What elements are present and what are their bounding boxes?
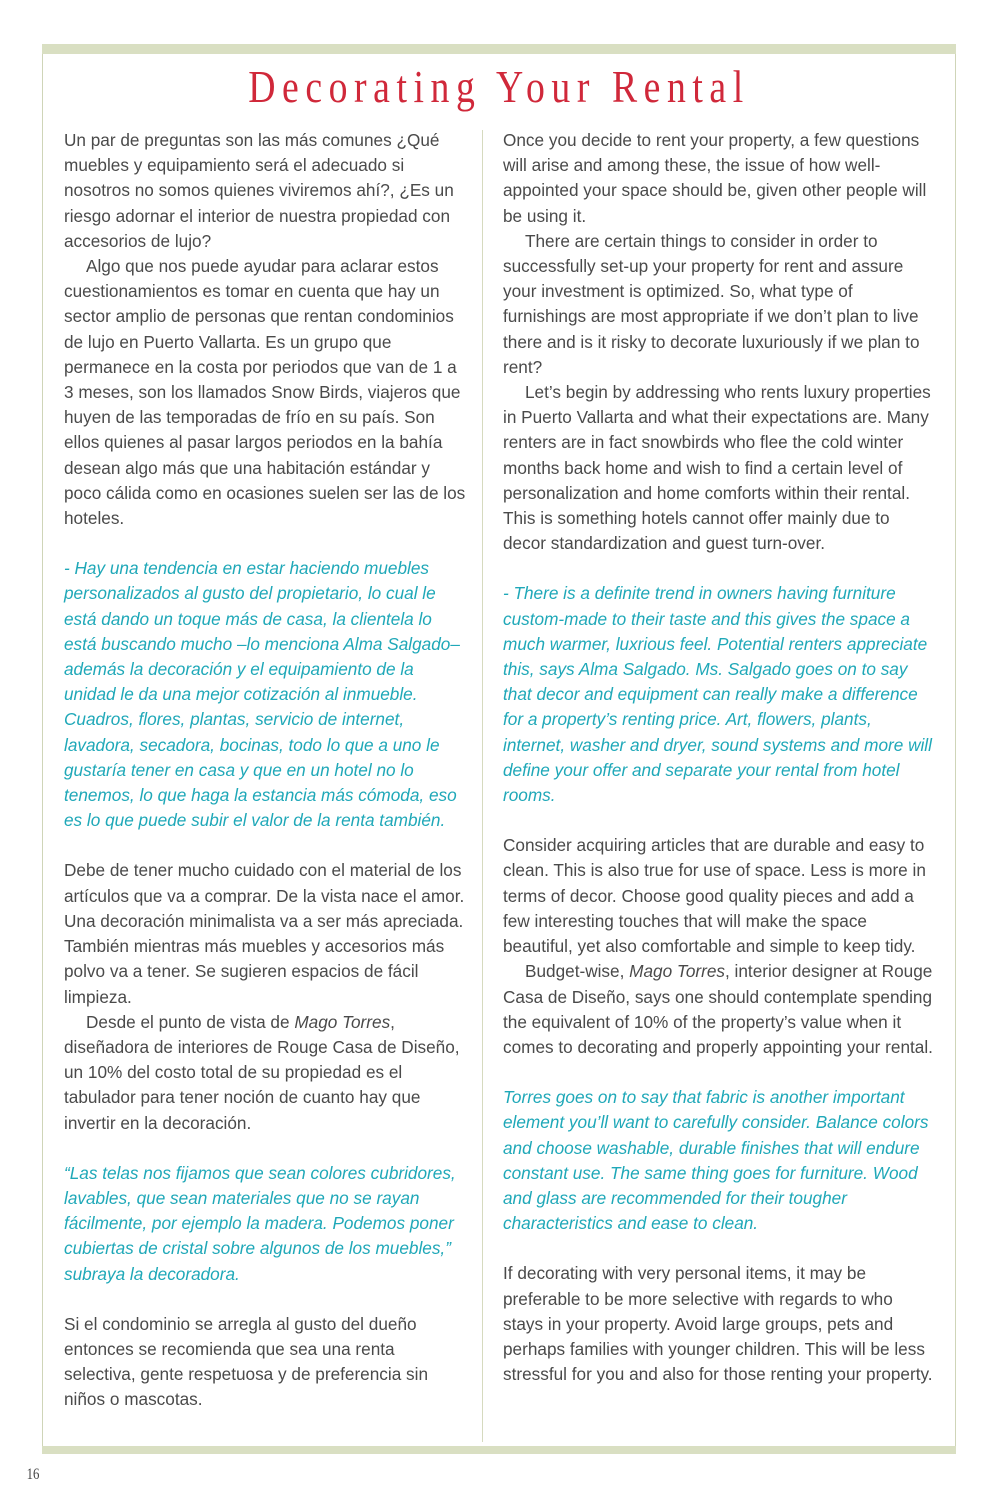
- spanish-p4-text-a: Desde el punto de vista de: [86, 1011, 295, 1032]
- page-number: 16: [26, 1466, 40, 1483]
- bottom-border-bar: [42, 1446, 956, 1454]
- english-paragraph-1: Once you decide to rent your property, a few questions will arise and among these, the issue of how well-appointed your space should be, given other people will be using it.: [503, 130, 927, 226]
- spanish-paragraph-3: Debe de tener mucho cuidado con el material de los artículos que va a comprar. De la vista nace el amor. Una decoración minimalista va a ser más apreciada. También mientras más muebles y accesorios más polvo va a tener. Se sugieren espacios de fácil limpieza.: [64, 860, 465, 1007]
- spanish-pull-quote-1: - Hay una tendencia en estar haciendo muebles personalizados al gusto del propietario, lo cual le está dando un toque más de casa, la clientela lo está buscando mucho –lo menciona Alma Salgado– además la decoración y el equipamiento de la unidad le da una mejor cotización al inmueble. Cuadros, flores, plantas, servicio de internet, lavadora, secadora, bocinas, todo lo que a uno le gustaría tener en casa y que en un hotel no lo tenemos, lo que haga la estancia más cómoda, eso es lo que puede subir el valor de la renta también.: [64, 558, 460, 831]
- english-pull-quote-1: - There is a definite trend in owners having furniture custom-made to their taste and this gives the space a much warmer, luxrious feel. Potential renters appreciate this, says Alma Salgado. Ms. Salgado goes on to say that decor and equipment can really make a difference for a property’s renting price. Art, flowers, plants, internet, washer and dryer, sound systems and more will define your offer and separate your rental from hotel rooms.: [503, 583, 932, 806]
- english-p5-text-a: Budget-wise,: [525, 961, 630, 982]
- english-paragraph-2: There are certain things to consider in order to successfully set-up your property for rent and assure your investment is optimized. So, what type of furnishings are most appropriate if we don’t plan to live there and is it risky to decorate luxuriously if we plan to rent?: [503, 230, 920, 377]
- designer-name: Mago Torres: [294, 1011, 391, 1032]
- english-paragraph-3: Let’s begin by addressing who rents luxury properties in Puerto Vallarta and what their expectations are. Many renters are in fact snowbirds who flee the cold winter months back home and wish to find a certain level of personalization and home comforts within their rental. This is something hotels cannot offer mainly due to decor standardization and guest turn-over.: [503, 382, 931, 554]
- spanish-p4-text-b: , diseñadora de interiores de Rouge Casa de Diseño, un 10% del costo total de su propiedad es el tabulador para tener noción de cuanto hay que invertir en la decoración.: [64, 1011, 460, 1133]
- english-paragraph-5: [503, 959, 935, 1060]
- spanish-column: [64, 128, 468, 1413]
- spanish-paragraph-2: Algo que nos puede ayudar para aclarar estos cuestionamientos es tomar en cuenta que hay un sector amplio de personas que rentan condominios de lujo en Puerto Vallarta. Es un grupo que permanece en la costa por periodos que van de 1 a 3 meses, son los llamados Snow Birds, viajeros que huyen de las temporadas de frío en su país. Son ellos quienes al pasar largos periodos en la bahía desean algo más que una habitación estándar y poco cálida como en ocasiones suelen ser las de los hoteles.: [64, 256, 466, 529]
- english-p5-text-b: , interior designer at Rouge Casa de Diseño, says one should contemplate spending the equivalent of 10% of the property’s value when it comes to decorating and properly appointing your rental.: [503, 961, 933, 1057]
- spanish-paragraph-5: Si el condominio se arregla al gusto del dueño entonces se recomienda que sea una renta selectiva, gente respetuosa y de preferencia sin niños o mascotas.: [64, 1313, 429, 1410]
- spanish-paragraph-1: Un par de preguntas son las más comunes ¿Qué muebles y equipamiento será el adecuado si nosotros no somos quienes viviremos ahí?, ¿Es un riesgo adornar el interior de nuestra propiedad con accesorios de lujo?: [64, 130, 454, 251]
- spanish-paragraph-4: [64, 1010, 468, 1136]
- english-paragraph-6: If decorating with very personal items, it may be preferable to be more selective with regards to who stays in your property. Avoid large groups, pets and perhaps families with younger children. This will be less stressful for you and also for those renting your property.: [503, 1263, 933, 1385]
- english-column: [503, 128, 935, 1387]
- english-paragraph-4: Consider acquiring articles that are durable and easy to clean. This is also true for use of space. Less is more in terms of decor. Choose good quality pieces and add a few interesting touches that will make the space beautiful, yet also comfortable and simple to keep tidy.: [503, 835, 926, 957]
- page-title: Decorating Your Rental: [248, 61, 750, 112]
- top-border-bar: [42, 44, 956, 54]
- column-divider: [482, 130, 483, 1442]
- english-pull-quote-2: Torres goes on to say that fabric is another important element you’ll want to carefully consider. Balance colors and choose washable, durable finishes that will endure constant use. The same thing goes for furniture. Wood and glass are recommended for their tougher characteristics and ease to clean.: [503, 1087, 929, 1234]
- spanish-pull-quote-2: “Las telas nos fijamos que sean colores cubridores, lavables, que sean materiales que no se rayan fácilmente, por ejemplo la madera. Podemos poner cubiertas de cristal sobre algunos de los muebles,” subraya la decoradora.: [64, 1162, 456, 1284]
- designer-name-en: Mago Torres: [629, 961, 725, 982]
